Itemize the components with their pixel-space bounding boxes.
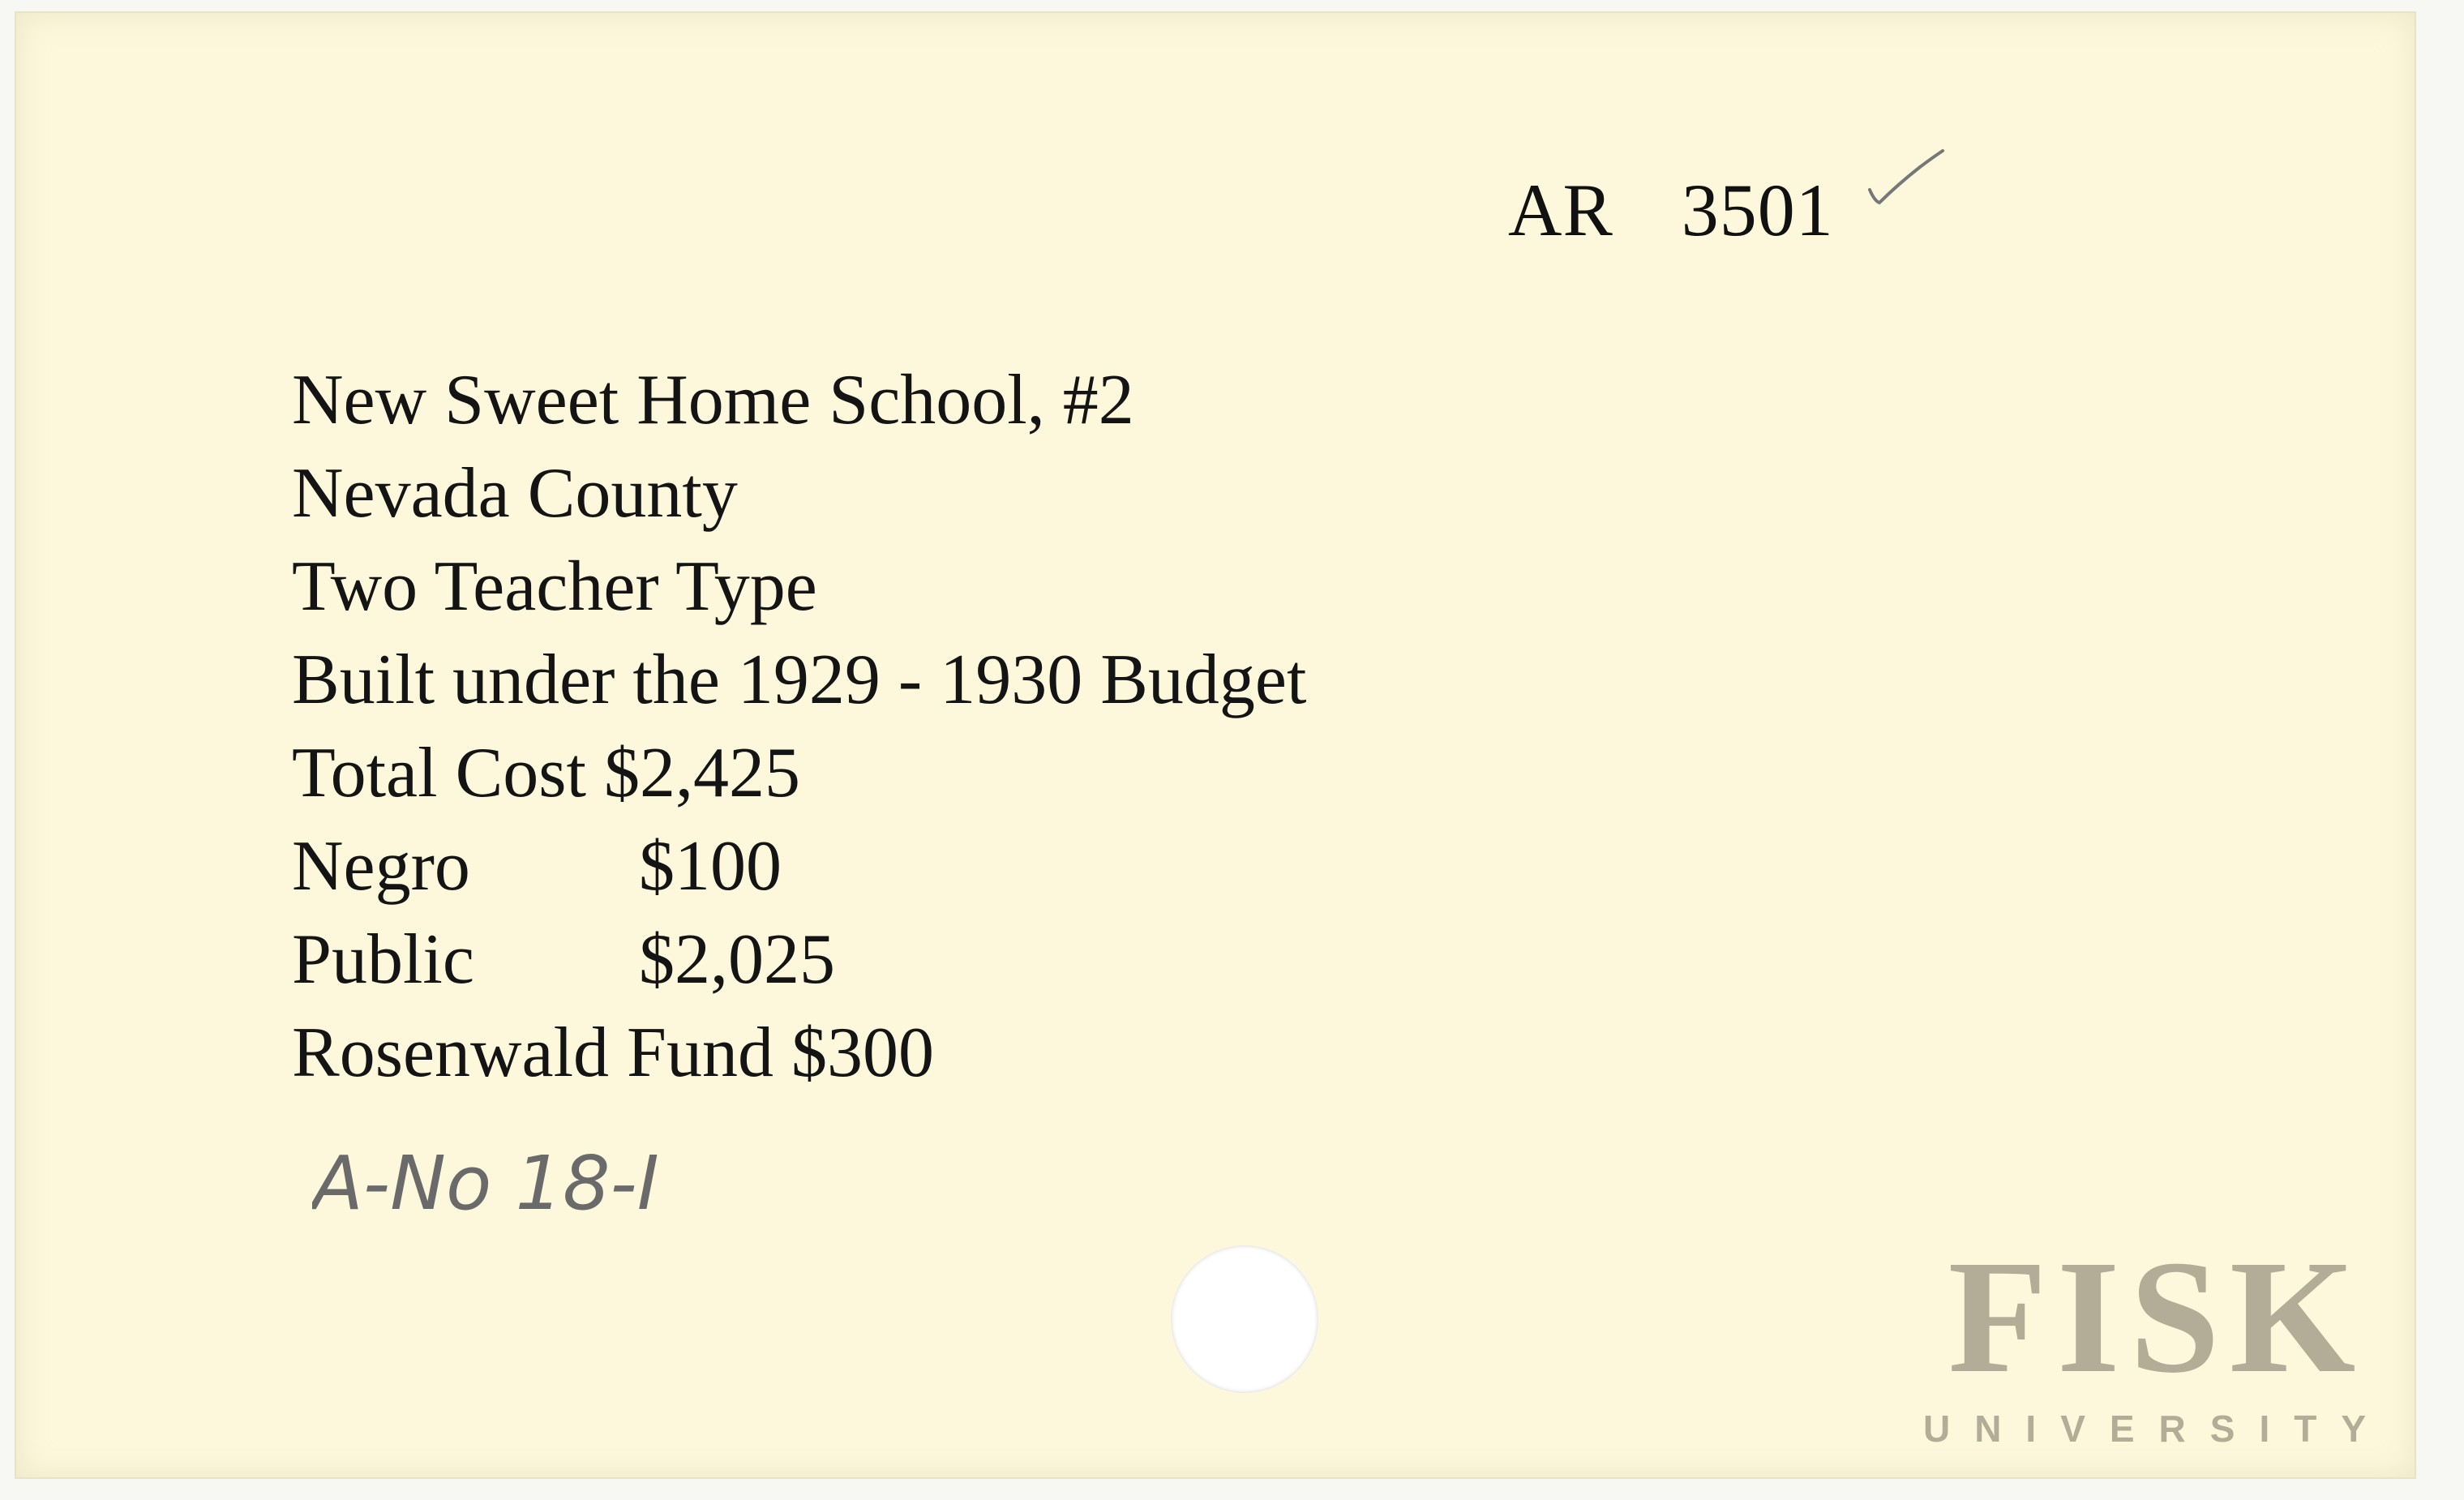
total-cost: Total Cost $2,425 (292, 734, 800, 812)
budget-year: Built under the 1929 - 1930 Budget (292, 641, 1307, 719)
check-mark-icon (1865, 143, 1970, 224)
handwritten-note (312, 1128, 701, 1233)
school-name: New Sweet Home School, #2 (292, 361, 1134, 439)
catalog-number: AR 3501 (1508, 169, 1834, 251)
county: Nevada County (292, 454, 738, 533)
svg-text:UNIVERSITY: UNIVERSITY (1922, 1408, 2391, 1450)
school-type: Two Teacher Type (292, 547, 817, 626)
svg-text:FISK: FISK (1948, 1229, 2366, 1407)
public-label: Public (292, 920, 474, 999)
negro-label: Negro (292, 827, 470, 906)
index-card (15, 11, 2416, 1479)
negro-amount: $100 (639, 827, 782, 906)
negro-contribution (292, 820, 1306, 913)
card-text-block (292, 354, 1306, 1099)
rosenwald-fund: Rosenwald Fund $300 (292, 1014, 934, 1092)
public-contribution (292, 913, 1306, 1006)
svg-text:A-No 18-I: A-No 18-I (312, 1140, 659, 1227)
fisk-university-logo (1897, 1229, 2416, 1456)
public-amount: $2,025 (639, 920, 835, 999)
punch-hole (1171, 1245, 1318, 1393)
